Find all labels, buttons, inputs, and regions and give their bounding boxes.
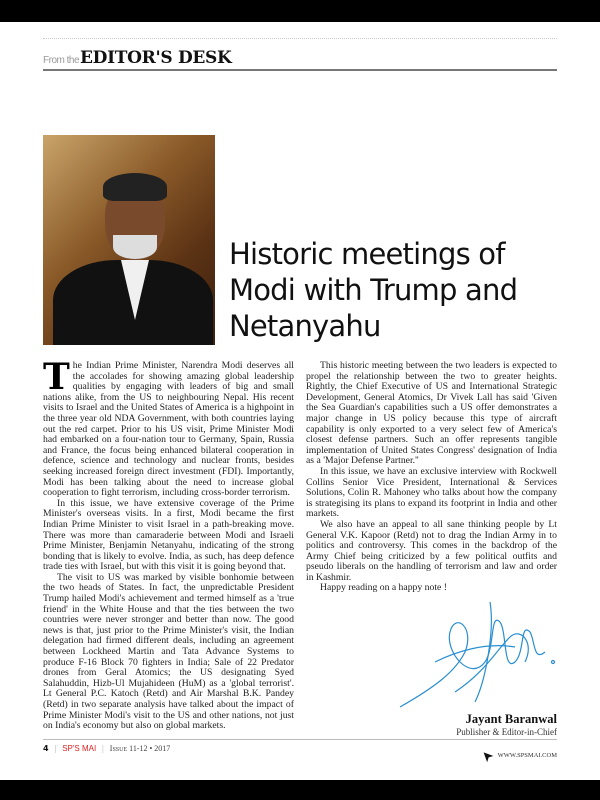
paragraph-text: he Indian Prime Minister, Narendra Modi deserves all the accolades for showing amazing global leadership qualities by engaging with leaders of big and small nations alike, from the US to neighbouring Nepal. His recent visits to Israel and the United States of America is a highpoint in the three year old NDA Government, with both countries laying out the red carpet. Prior to his US visit, Prime Minister Modi had embarked on a four-nation tour to Germany, Spain, Russia and France, the focus being enhanced bilateral cooperation in defence, science and technology and nuclear fronts, besides seeking increased foreign direct investment (FDI). Importantly, Modi has been talking about the need to increase global cooperation to fight terrorism, including cross-border terrorism.	[43, 360, 294, 499]
editor-name: Jayant Baranwal	[465, 712, 557, 726]
header-rule	[43, 69, 557, 71]
section-header	[43, 46, 232, 68]
page-footer	[43, 744, 170, 753]
handwritten-signature	[395, 592, 560, 717]
footer-divider: |	[102, 744, 104, 753]
signature-block	[456, 712, 557, 737]
footer-divider: |	[54, 744, 57, 753]
magazine-page	[0, 22, 600, 780]
magazine-brand: SP'S MAI	[62, 744, 97, 753]
editor-photo	[43, 135, 215, 345]
article-title: Historic meetings of Modi with Trump and Netanyahu	[229, 237, 518, 343]
editor-role: Publisher & Editor-in-Chief	[456, 727, 557, 737]
section-title: EDITOR'S DESK	[80, 48, 232, 68]
paragraph: Happy reading on a happy note !	[320, 582, 447, 594]
footer-rule	[43, 739, 557, 740]
section-prefix: From the	[43, 55, 80, 66]
paragraph	[43, 356, 294, 499]
paragraph: In this issue, we have an exclusive interview with Rockwell Collins Senior Vice President, International & Services Solutions, Colin R. Mahoney who talks about how the company is strategising its plans to expand its footprint in India and other markets.	[306, 465, 557, 520]
website-url[interactable]: WWW.SPSMAI.COM	[497, 752, 557, 759]
issue-info: Issue 11-12 • 2017	[109, 744, 171, 753]
right-column	[306, 361, 557, 594]
paragraph: The visit to US was marked by visible bonhomie between the two heads of States. In fact, the unpredictable President Trump hailed Modi's achievement and termed himself as a 'true friend' in the White House and that the ties between the two countries were never stronger and better than now. The good news is that, just prior to the Prime Minister's visit, the Indian delegation had firmed different deals, including an agreement between Lockheed Martin and Tata Advance Systems to produce F-16 Block 70 fighters in India; Sale of 22 Predator drones from Geral Atomics; the US designating Syed Salahuddin, Hizb-Ul Mujahideen (HuM) as a 'global terrorist'. Lt General P.C. Katoch (Retd) and Air Marshal B.K. Pandey (Retd) in two separate analysis have talked about the impact of Prime Minister Modi's visit to the US and other nations, not just on India's economy but also on global markets.	[43, 571, 294, 732]
page-number: 4	[43, 744, 49, 753]
paragraph: We also have an appeal to all sane thinking people by Lt General V.K. Kapoor (Retd) not to drag the Indian Army in to politics and controversy. This comes in the backdrop of the Army Chief being criticized by a few political outfits and pseudo liberals on the handling of terrorism and law and order in Kashmir.	[306, 518, 557, 583]
header-dotted-rule	[43, 38, 557, 39]
left-column	[43, 356, 294, 732]
paragraph: In this issue, we have extensive coverage of the Prime Minister's overseas visits. In a first, Modi became the first Indian Prime Minister to visit Israel in a path-breaking move. There was more than camaraderie between Modi and Israeli Prime Minister, Benjamin Netanyahu, indicating of the strong bonding that is likely to evolve. India, as such, has deep defence trade ties with Israel, but with this visit it is going beyond that.	[43, 497, 294, 573]
cursor-arrow-icon: ➤	[478, 746, 498, 765]
drop-cap: T	[43, 356, 70, 398]
paragraph: This historic meeting between the two leaders is expected to propel the relationship between the two to greater heights. Rightly, the Chief Executive of US and International Strategic Development, General Atomics, Dr Vivek Lall has said 'Given the Sea Guardian's capabilities such a US offer demonstrates a major change in US policy because this type of aircraft capability is only exported to a very select few of America's closest defense partners. Such an offer represents tangible implementation of United States Congress' designation of India as a 'Major Defense Partner.''	[306, 360, 557, 467]
website-link[interactable]	[478, 746, 557, 765]
